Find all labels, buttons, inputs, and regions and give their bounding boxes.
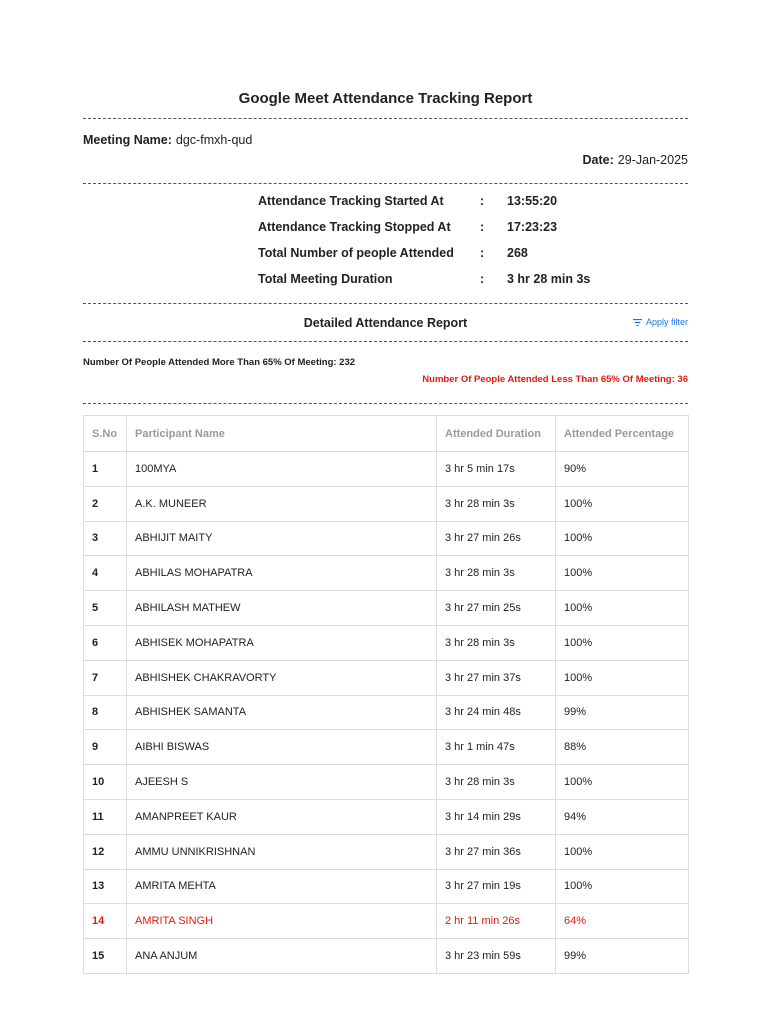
stat-stopped-at bbox=[258, 220, 627, 246]
cell-sno: 15 bbox=[84, 939, 127, 974]
attendance-table-wrapper bbox=[83, 415, 688, 974]
stat-value: 13:55:20 bbox=[507, 194, 558, 208]
table-row bbox=[84, 452, 689, 487]
cell-attended-duration: 3 hr 27 min 26s bbox=[437, 521, 556, 556]
table-header-row bbox=[84, 416, 689, 452]
cell-attended-duration: 3 hr 1 min 47s bbox=[437, 730, 556, 765]
cell-participant-name: ABHISHEK CHAKRAVORTY bbox=[127, 660, 437, 695]
page-title: Google Meet Attendance Tracking Report bbox=[238, 90, 533, 107]
cell-sno: 14 bbox=[84, 904, 127, 939]
cell-attended-duration: 3 hr 28 min 3s bbox=[437, 486, 556, 521]
table-row bbox=[84, 904, 689, 939]
cell-attended-duration: 3 hr 27 min 25s bbox=[437, 591, 556, 626]
summary-stats bbox=[258, 194, 627, 298]
cell-participant-name: A.K. MUNEER bbox=[127, 486, 437, 521]
cell-sno: 5 bbox=[84, 591, 127, 626]
cell-attended-percentage: 100% bbox=[556, 834, 689, 869]
stat-colon: : bbox=[480, 272, 485, 286]
table-row bbox=[84, 834, 689, 869]
cell-attended-duration: 3 hr 23 min 59s bbox=[437, 939, 556, 974]
cell-attended-duration: 3 hr 28 min 3s bbox=[437, 556, 556, 591]
cell-attended-percentage: 99% bbox=[556, 695, 689, 730]
stat-label: Total Number of people Attended bbox=[258, 246, 454, 260]
cell-sno: 9 bbox=[84, 730, 127, 765]
cell-sno: 2 bbox=[84, 486, 127, 521]
attendance-table bbox=[83, 415, 689, 974]
stat-total-attended bbox=[258, 246, 627, 272]
table-row bbox=[84, 695, 689, 730]
cell-attended-percentage: 100% bbox=[556, 869, 689, 904]
header-attended-duration[interactable]: Attended Duration bbox=[437, 416, 556, 452]
more-than-value: 232 bbox=[339, 357, 356, 368]
cell-sno: 13 bbox=[84, 869, 127, 904]
date-label: Date: bbox=[582, 153, 614, 167]
cell-attended-percentage: 100% bbox=[556, 591, 689, 626]
cell-sno: 7 bbox=[84, 660, 127, 695]
cell-attended-percentage: 100% bbox=[556, 765, 689, 800]
cell-participant-name: ABHILASH MATHEW bbox=[127, 591, 437, 626]
more-than-summary bbox=[83, 357, 355, 368]
cell-attended-duration: 2 hr 11 min 26s bbox=[437, 904, 556, 939]
less-than-summary bbox=[422, 374, 688, 385]
cell-attended-duration: 3 hr 27 min 37s bbox=[437, 660, 556, 695]
cell-sno: 11 bbox=[84, 799, 127, 834]
apply-filter-link[interactable] bbox=[633, 317, 688, 327]
table-row bbox=[84, 765, 689, 800]
cell-participant-name: AMRITA MEHTA bbox=[127, 869, 437, 904]
stat-meeting-duration bbox=[258, 272, 627, 298]
meeting-name-value: dgc-fmxh-qud bbox=[175, 133, 253, 147]
cell-sno: 12 bbox=[84, 834, 127, 869]
header-attended-percentage[interactable]: Attended Percentage bbox=[556, 416, 689, 452]
table-row bbox=[84, 660, 689, 695]
cell-attended-duration: 3 hr 27 min 19s bbox=[437, 869, 556, 904]
filter-icon bbox=[633, 319, 642, 326]
date-value: 29-Jan-2025 bbox=[617, 153, 688, 167]
cell-sno: 6 bbox=[84, 625, 127, 660]
table-row bbox=[84, 730, 689, 765]
cell-attended-percentage: 100% bbox=[556, 521, 689, 556]
cell-sno: 4 bbox=[84, 556, 127, 591]
stat-value: 3 hr 28 min 3s bbox=[507, 272, 591, 286]
cell-participant-name: AJEESH S bbox=[127, 765, 437, 800]
cell-sno: 8 bbox=[84, 695, 127, 730]
cell-attended-duration: 3 hr 5 min 17s bbox=[437, 452, 556, 487]
table-row bbox=[84, 591, 689, 626]
cell-participant-name: ABHISEK MOHAPATRA bbox=[127, 625, 437, 660]
cell-sno: 3 bbox=[84, 521, 127, 556]
stat-colon: : bbox=[480, 194, 485, 208]
apply-filter-label: Apply filter bbox=[645, 317, 688, 327]
cell-attended-percentage: 100% bbox=[556, 660, 689, 695]
cell-participant-name: AMANPREET KAUR bbox=[127, 799, 437, 834]
divider bbox=[83, 403, 688, 404]
cell-attended-percentage: 94% bbox=[556, 799, 689, 834]
cell-participant-name: 100MYA bbox=[127, 452, 437, 487]
divider bbox=[83, 303, 688, 304]
cell-participant-name: AMMU UNNIKRISHNAN bbox=[127, 834, 437, 869]
cell-participant-name: AMRITA SINGH bbox=[127, 904, 437, 939]
section-title: Detailed Attendance Report bbox=[303, 316, 468, 330]
less-than-label: Number Of People Attended Less Than 65% Of Meeting: bbox=[422, 374, 675, 385]
table-row bbox=[84, 939, 689, 974]
less-than-value: 36 bbox=[677, 374, 688, 385]
header-sno[interactable]: S.No bbox=[84, 416, 127, 452]
divider bbox=[83, 183, 688, 184]
cell-attended-percentage: 100% bbox=[556, 556, 689, 591]
cell-participant-name: ANA ANJUM bbox=[127, 939, 437, 974]
table-row bbox=[84, 521, 689, 556]
cell-attended-percentage: 90% bbox=[556, 452, 689, 487]
stat-value: 17:23:23 bbox=[507, 220, 558, 234]
stat-label: Total Meeting Duration bbox=[258, 272, 393, 286]
stat-started-at bbox=[258, 194, 627, 220]
cell-attended-duration: 3 hr 24 min 48s bbox=[437, 695, 556, 730]
cell-participant-name: ABHISHEK SAMANTA bbox=[127, 695, 437, 730]
header-participant-name[interactable]: Participant Name bbox=[127, 416, 437, 452]
stat-value: 268 bbox=[507, 246, 528, 260]
report-date bbox=[583, 153, 688, 167]
stat-colon: : bbox=[480, 246, 485, 260]
cell-sno: 1 bbox=[84, 452, 127, 487]
more-than-label: Number Of People Attended More Than 65% Of Meeting: bbox=[83, 357, 337, 368]
divider bbox=[83, 341, 688, 342]
cell-participant-name: ABHILAS MOHAPATRA bbox=[127, 556, 437, 591]
cell-attended-percentage: 100% bbox=[556, 625, 689, 660]
divider bbox=[83, 118, 688, 119]
stat-label: Attendance Tracking Stopped At bbox=[258, 220, 451, 234]
cell-participant-name: AIBHI BISWAS bbox=[127, 730, 437, 765]
table-row bbox=[84, 556, 689, 591]
cell-attended-percentage: 88% bbox=[556, 730, 689, 765]
table-row bbox=[84, 625, 689, 660]
cell-attended-duration: 3 hr 28 min 3s bbox=[437, 625, 556, 660]
stat-colon: : bbox=[480, 220, 485, 234]
cell-sno: 10 bbox=[84, 765, 127, 800]
table-row bbox=[84, 799, 689, 834]
cell-attended-duration: 3 hr 27 min 36s bbox=[437, 834, 556, 869]
meeting-name-label: Meeting Name: bbox=[83, 133, 172, 147]
table-row bbox=[84, 869, 689, 904]
cell-attended-percentage: 100% bbox=[556, 486, 689, 521]
cell-attended-percentage: 64% bbox=[556, 904, 689, 939]
table-row bbox=[84, 486, 689, 521]
stat-label: Attendance Tracking Started At bbox=[258, 194, 444, 208]
cell-attended-duration: 3 hr 14 min 29s bbox=[437, 799, 556, 834]
cell-attended-percentage: 99% bbox=[556, 939, 689, 974]
meeting-name bbox=[83, 133, 252, 147]
cell-attended-duration: 3 hr 28 min 3s bbox=[437, 765, 556, 800]
table-body bbox=[84, 452, 689, 974]
cell-participant-name: ABHIJIT MAITY bbox=[127, 521, 437, 556]
